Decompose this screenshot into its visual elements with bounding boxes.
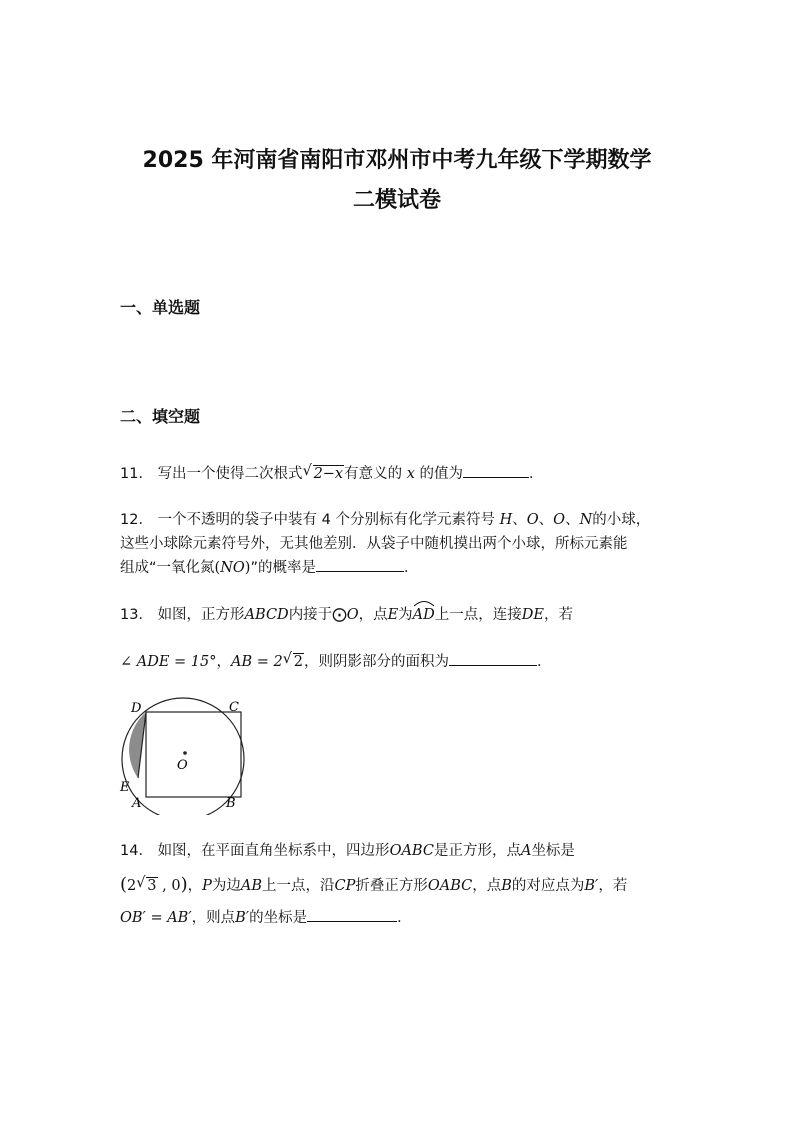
q12-sep1: 、 bbox=[512, 512, 527, 528]
q14-seg-ab: AB bbox=[240, 878, 262, 894]
label-o: O bbox=[177, 758, 188, 773]
q11-answer-blank[interactable] bbox=[463, 463, 529, 478]
question-14-line2 bbox=[120, 874, 627, 895]
q14-line1-a: 如图，在平面直角坐标系中，四边形 bbox=[157, 843, 390, 859]
label-a: A bbox=[132, 796, 142, 811]
q13-line1-a: 如图，正方形 bbox=[157, 607, 245, 623]
q13-line1-f: ，若 bbox=[544, 607, 573, 623]
sqrt-symbol bbox=[136, 878, 157, 894]
label-b: B bbox=[226, 796, 236, 811]
section-fill-blank: 二、填空题 bbox=[120, 407, 201, 426]
q12-answer-blank[interactable] bbox=[316, 557, 404, 572]
q13-angle-expr: ∠ ADE = 15° bbox=[120, 654, 217, 670]
q13-line1-b: 内接于 bbox=[288, 607, 333, 623]
q12-sym-n: N bbox=[579, 512, 593, 528]
q14-pt-a: A bbox=[520, 843, 532, 859]
q13-comma: ， bbox=[216, 654, 232, 670]
q14-pt-b1: B′ bbox=[584, 878, 599, 894]
q14-line1-b: 是正方形，点 bbox=[433, 843, 521, 859]
q13-ab-expr: AB = 2 bbox=[231, 654, 283, 670]
q13-square: ABCD bbox=[244, 607, 289, 623]
circle-dot-icon: ⨀ bbox=[332, 607, 347, 623]
q14-pt-b2: B′ bbox=[235, 910, 250, 926]
q12-paren-open: ( bbox=[214, 560, 221, 576]
q13-answer-blank[interactable] bbox=[449, 651, 537, 666]
q14-quad2: OABC bbox=[427, 878, 473, 894]
q14-number: 14． bbox=[120, 843, 153, 859]
q12-end: ． bbox=[403, 560, 419, 576]
inscribed-square bbox=[146, 712, 241, 797]
q12-formula: NO bbox=[220, 560, 245, 576]
q14-line3-c: 的坐标是 bbox=[249, 910, 308, 926]
question-14-line1 bbox=[120, 839, 575, 860]
center-point bbox=[183, 751, 187, 755]
q14-line1-c: 坐标是 bbox=[531, 843, 575, 859]
question-13-line1 bbox=[120, 603, 573, 624]
q12-sep2: 、 bbox=[538, 512, 554, 528]
q12-sym-h: H bbox=[499, 512, 513, 528]
q14-line2-g: ，若 bbox=[598, 878, 628, 894]
q14-seg-cp: CP bbox=[334, 878, 356, 894]
shaded-region bbox=[129, 712, 146, 778]
q14-coord-rad: 3 bbox=[147, 878, 157, 894]
question-12-line3 bbox=[120, 556, 418, 577]
q11-text-c: 的值为 bbox=[419, 466, 464, 482]
q11-radicand: 2−x bbox=[313, 466, 344, 482]
q12-sym-o2: O bbox=[553, 512, 566, 528]
q14-line2-f: 的对应点为 bbox=[511, 878, 585, 894]
q14-coord-rest: , 0 bbox=[157, 878, 181, 894]
q11-number: 11． bbox=[120, 466, 153, 482]
sqrt-symbol bbox=[303, 466, 345, 482]
q14-pt-b: B bbox=[501, 878, 512, 894]
q14-coord-open: ( bbox=[120, 874, 128, 895]
q14-cond: OB′ = AB′ bbox=[120, 910, 192, 926]
q13-number: 13． bbox=[120, 607, 153, 623]
q13-circle-o: O bbox=[346, 607, 359, 623]
q14-end: ． bbox=[397, 910, 412, 926]
q11-end: ． bbox=[529, 466, 544, 482]
question-13-line2 bbox=[120, 650, 551, 671]
q13-line1-e: 上一点，连接 bbox=[434, 607, 522, 623]
q13-figure bbox=[115, 690, 255, 815]
question-12-line2: 这些小球除元素符号外，无其他差别．从袋子中随机摸出两个小球，所标元素能 bbox=[120, 536, 628, 552]
label-d: D bbox=[131, 701, 142, 716]
q12-line1-a: 一个不透明的袋子中装有 4 个分别标有化学元素符号 bbox=[157, 512, 496, 528]
arc-icon bbox=[413, 599, 435, 607]
q14-line2-d: 折叠正方形 bbox=[355, 878, 428, 894]
q14-coord-two: 2 bbox=[127, 878, 137, 894]
label-e: E bbox=[120, 780, 130, 795]
q14-line2-a: ， bbox=[187, 878, 203, 894]
q11-var: x bbox=[406, 466, 415, 482]
q12-line3-a: 组成“一氧化氮 bbox=[120, 560, 215, 576]
q13-arc bbox=[413, 607, 435, 623]
q12-line1-b: 的小球， bbox=[592, 512, 651, 528]
sqrt-symbol bbox=[283, 654, 304, 670]
q13-pt-e: E bbox=[387, 607, 399, 623]
page-title-line2: 二模试卷 bbox=[352, 188, 441, 213]
question-14-line3 bbox=[120, 906, 412, 927]
q13-line1-c: ，点 bbox=[358, 607, 388, 623]
q12-sep3: 、 bbox=[565, 512, 580, 528]
q13-end: ． bbox=[536, 654, 552, 670]
q12-paren-close: ) bbox=[244, 560, 251, 576]
q13-line2-b: ，则阴影部分的面积为 bbox=[303, 654, 449, 670]
q14-line2-e: ，点 bbox=[472, 878, 502, 894]
page-title-line1: 2025 年河南省南阳市邓州市中考九年级下学期数学 bbox=[142, 148, 652, 173]
q13-ab-rad: 2 bbox=[293, 654, 303, 670]
label-c: C bbox=[229, 700, 239, 715]
question-11 bbox=[120, 462, 544, 483]
q13-arc-ad: AD bbox=[412, 607, 435, 623]
q14-line2-c: 上一点，沿 bbox=[262, 878, 335, 894]
q12-number: 12． bbox=[120, 512, 153, 528]
q14-line2-b: 为边 bbox=[211, 878, 241, 894]
q14-line3-b: ，则点 bbox=[191, 910, 236, 926]
q13-seg-de: DE bbox=[521, 607, 544, 623]
q11-text-b: 有意义的 bbox=[344, 466, 403, 482]
q14-pt-p: P bbox=[202, 878, 212, 894]
question-12-line1 bbox=[120, 508, 650, 529]
q13-line1-d: 为 bbox=[398, 607, 413, 623]
q14-coord-close: ) bbox=[180, 874, 188, 895]
q11-text-a: 写出一个使得二次根式 bbox=[157, 466, 303, 482]
section-single-choice: 一、单选题 bbox=[120, 298, 201, 317]
q14-quad: OABC bbox=[389, 843, 434, 859]
q12-sym-o1: O bbox=[526, 512, 539, 528]
q12-line3-b: ”的概率是 bbox=[250, 560, 316, 576]
q14-answer-blank[interactable] bbox=[307, 907, 397, 922]
